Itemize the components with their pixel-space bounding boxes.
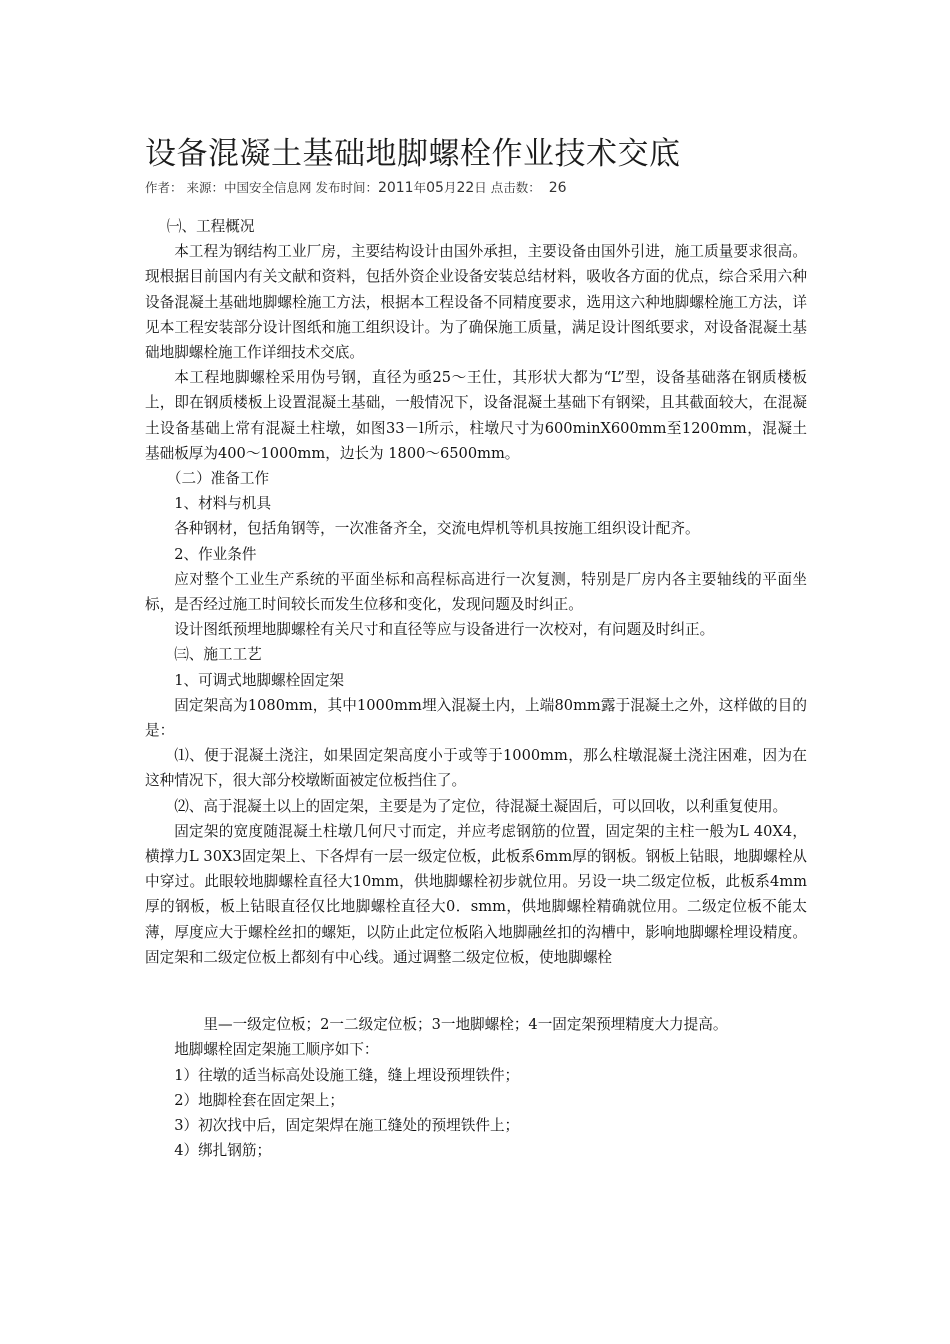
paragraph: 本工程为钢结构工业厂房，主要结构设计由国外承担，主要设备由国外引进，施工质量要求很高。现根据目前国内有关文献和资料，包括外资企业设备安装总结材料，吸收各方面的优点，综合采用六种设备混凝土基础地脚螺栓施工方法，根据本工程设备不同精度要求，选用这六种地脚螺栓施工方法，详见本工程安装部分设计图纸和施工组织设计。为了确保施工质量，满足设计图纸要求，对设备混凝土基础地脚螺栓施工作详细技术交底。 xyxy=(145,243,807,362)
subsection-heading: 1、材料与机具 xyxy=(174,495,272,513)
paragraph: ⑵、高于混凝土以上的固定架，主要是为了定位，待混凝土凝固后，可以回收，以利重复使用。 xyxy=(174,797,788,815)
paragraph: 固定架的宽度随混凝土柱墩几何尺寸而定，并应考虑钢筋的位置，固定架的主柱一般为L 40X4，横撑力L 30X3固定架上、下各焊有一层一级定位板，此板系6mm厚的钢板。钢板上钻眼，地脚螺栓从中穿过。此眼较地脚螺栓直径大10mm，供地脚螺栓初步就位用。另设一块二级定位板，此板系4mm厚的钢板，板上钻眼直径仅比地脚螺栓直径大0．smm，供地脚螺栓精确就位用。二级定位板不能太薄，厚度应大于螺栓丝扣的螺矩，以防止此定位板陷入地脚融丝扣的沟槽中，影响地脚螺栓埋设精度。固定架和二级定位板上都刻有中心线。通过调整二级定位板，使地脚螺栓 xyxy=(145,822,807,966)
meta-month-label: 月 xyxy=(443,180,457,195)
meta-clicks: 26 xyxy=(548,180,567,196)
meta-day: 22 xyxy=(456,180,475,196)
list-item: 2）地脚栓套在固定架上； xyxy=(174,1091,345,1109)
subsection-heading: 1、可调式地脚螺栓固定架 xyxy=(174,671,345,689)
section-heading: （二）准备工作 xyxy=(166,470,270,488)
article-meta xyxy=(145,178,567,196)
list-item: 3）初次找中后，固定架焊在施工缝处的预埋铁件上； xyxy=(174,1116,520,1134)
paragraph: 固定架高为1080mm，其中1000mm埋入混凝土内，上端80mm露于混凝土之外，这样做的目的是： xyxy=(145,696,807,740)
paragraph: 设计图纸预埋地脚螺栓有关尺寸和直径等应与设备进行一次校对，有问题及时纠正。 xyxy=(174,621,715,639)
paragraph: 地脚螺栓固定架施工顺序如下： xyxy=(174,1041,379,1059)
meta-day-label: 日 点击数： xyxy=(474,180,541,195)
section-heading: ㈢、施工工艺 xyxy=(174,646,262,664)
paragraph: 各种钢材，包括角钢等，一次准备齐全，交流电焊机等机具按施工组织设计配齐。 xyxy=(174,520,700,538)
section-heading: ㈠、工程概况 xyxy=(166,218,255,235)
list-item: 4）绑扎钢筋； xyxy=(174,1142,272,1160)
figure-gap xyxy=(145,970,807,1012)
meta-month: 05 xyxy=(426,180,444,196)
paragraph: ⑴、便于混凝土浇注，如果固定架高度小于或等于1000mm，那么柱墩混凝土浇注困难，因为在这种情况下，很大部分校墩断面被定位板挡住了。 xyxy=(145,747,807,790)
meta-year-label: 年 xyxy=(413,180,427,195)
subsection-heading: 2、作业条件 xyxy=(174,545,257,563)
list-item: 1）往墩的适当标高处设施工缝，缝上埋设预埋铁件； xyxy=(174,1066,520,1084)
meta-text: 作者： 来源：中国安全信息网 发布时间： xyxy=(145,180,378,195)
document-title: 设备混凝土基础地脚螺栓作业技术交底 xyxy=(145,136,681,172)
paragraph: 应对整个工业生产系统的平面坐标和高程标高进行一次复测，特别是厂房内各主要轴线的平面坐标，是否经过施工时间较长而发生位移和变化，发现问题及时纠正。 xyxy=(145,570,807,614)
document-body xyxy=(145,214,807,1163)
figure-caption: 里—一级定位板；2一二级定位板；3一地脚螺栓；4一固定架预埋精度大力提高。 xyxy=(203,1016,728,1034)
meta-year: 2011 xyxy=(377,180,414,196)
paragraph: 本工程地脚螺栓采用伪号钢，直径为亟25～王仕，其形状大都为“L”型，设备基础落在钢质楼板上，即在钢质楼板上设置混凝土基础，一般情况下，设备混凝土基础下有钢梁，且其截面较大，在混凝土设备基础上常有混凝土柱墩，如图33－l所示，柱墩尺寸为600minX600mm至1200mm，混凝土基础板厚为400～1000mm，边长为 1800～6500mm。 xyxy=(145,369,807,462)
